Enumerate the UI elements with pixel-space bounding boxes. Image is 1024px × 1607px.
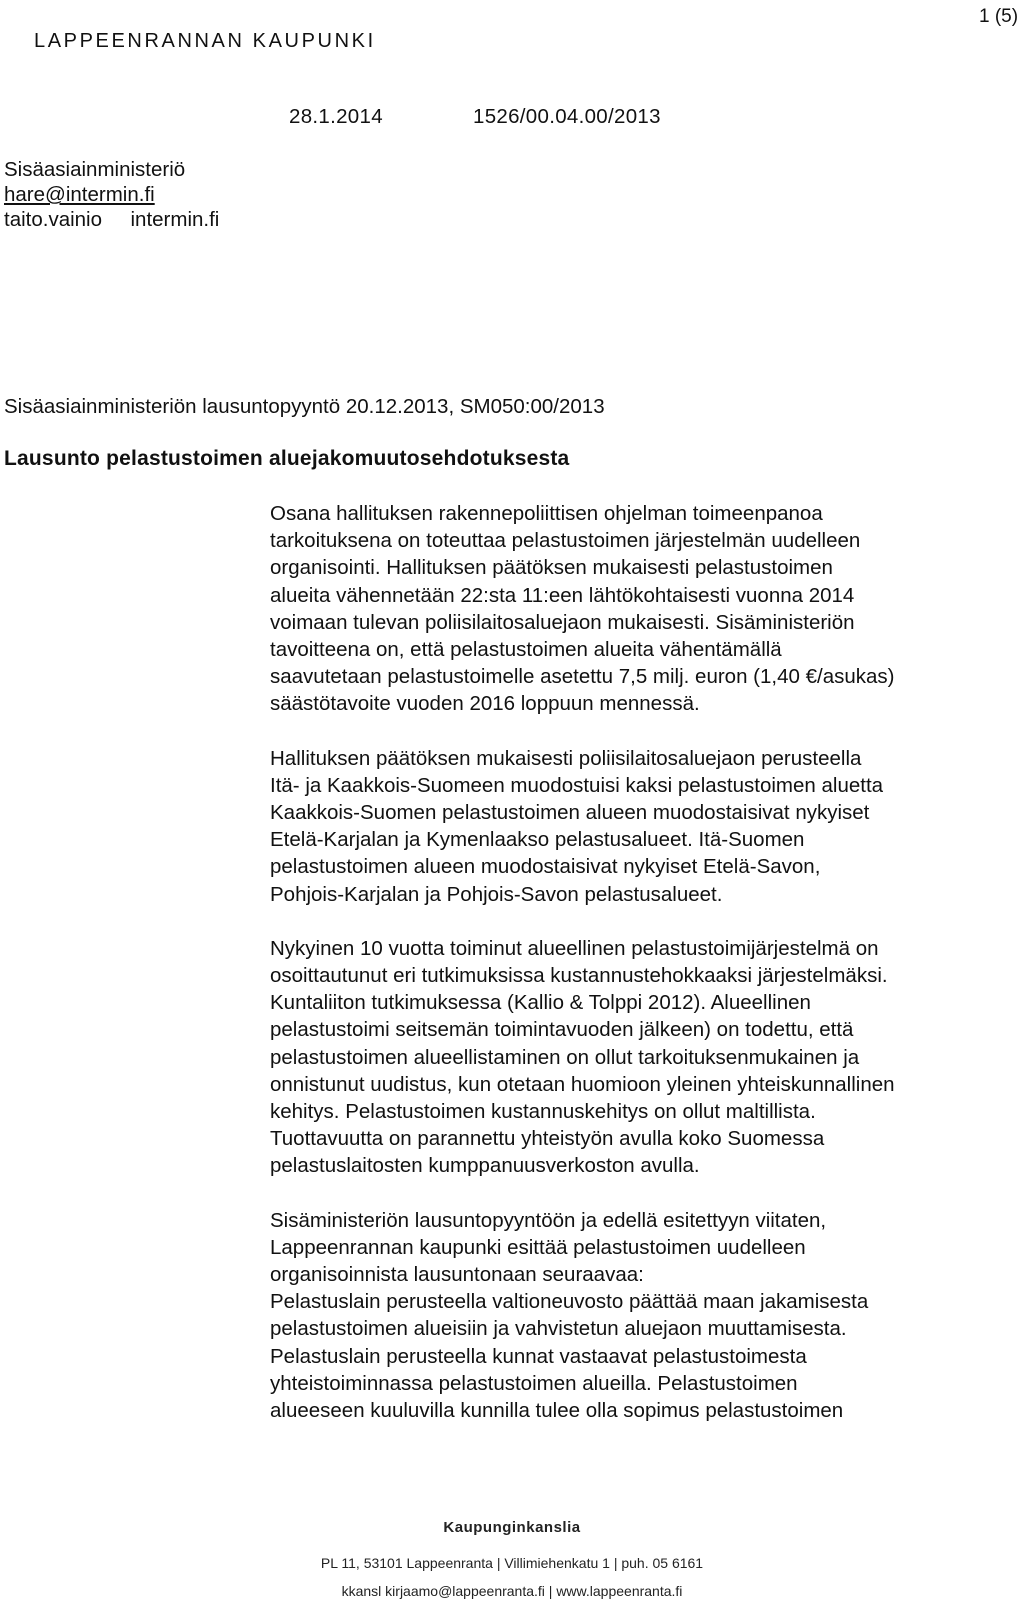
text-line: Pohjois-Karjalan ja Pohjois-Savon pelastusalueet. <box>270 882 723 906</box>
text-line: pelastustoimen alueen muodostaisivat nykyiset Etelä-Savon, <box>270 855 821 879</box>
text-line: voimaan tulevan poliisilaitosaluejaon mukaisesti. Sisäministeriön <box>270 610 855 634</box>
text-line: Lappeenrannan kaupunki esittää pelastustoimen uudelleen <box>270 1235 806 1259</box>
text-line: säästötavoite vuoden 2016 loppuun mennessä. <box>270 692 700 716</box>
text-line: organisointi. Hallituksen päätöksen mukaisesti pelastustoimen <box>270 556 833 580</box>
text-line: tarkoituksena on toteuttaa pelastustoimen järjestelmän uudelleen <box>270 529 861 553</box>
text-line: alueita vähennetään 22:sta 11:een lähtökohtaisesti vuonna 2014 <box>270 583 855 607</box>
text-line: organisoinnista lausuntonaan seuraavaa: <box>270 1263 644 1287</box>
text-line: tavoitteena on, että pelastustoimen alueita vähentämällä <box>270 638 782 662</box>
text-line: pelastustoimi seitsemän toimintavuoden jälkeen) on todettu, että <box>270 1018 854 1042</box>
text-line: Kuntaliiton tutkimuksessa (Kallio & Tolppi 2012). Alueellinen <box>270 991 811 1015</box>
document-heading: Lausunto pelastustoimen aluejakomuutosehdotuksesta <box>4 447 570 470</box>
body-paragraph-2 <box>270 745 1024 908</box>
text-line: Tuottavuutta on parannettu yhteistyön avulla koko Suomessa <box>270 1127 825 1151</box>
body-paragraph-3 <box>270 935 1024 1180</box>
text-line: onnistunut uudistus, kun otetaan huomioon yleinen yhteiskunnallinen <box>270 1072 895 1096</box>
recipient-name: Sisäasiainministeriö <box>4 158 186 181</box>
footer-address: PL 11, 53101 Lappeenranta | Villimiehenkatu 1 | puh. 05 6161 <box>320 1555 704 1571</box>
recipient-contact: taito.vainio intermin.fi <box>4 208 220 231</box>
body-paragraph-1 <box>270 500 1024 718</box>
text-line: yhteistoiminnassa pelastustoimen alueilla. Pelastustoimen <box>270 1371 798 1395</box>
text-line: Sisäministeriön lausuntopyyntöön ja edellä esitettyyn viitaten, <box>270 1208 827 1232</box>
text-line: Itä- ja Kaakkois-Suomeen muodostuisi kaksi pelastustoimen aluetta <box>270 773 884 797</box>
organization-name: LAPPEENRANNAN KAUPUNKI <box>34 30 376 52</box>
footer-department: Kaupunginkanslia <box>443 1519 581 1536</box>
document-date: 28.1.2014 <box>289 105 383 128</box>
text-line: pelastustoimen alueisiin ja vahvistetun aluejaon muuttamisesta. <box>270 1317 847 1341</box>
text-line: pelastuslaitosten kumppanuusverkoston avulla. <box>270 1154 700 1178</box>
text-line: Osana hallituksen rakennepoliittisen ohjelman toimeenpanoa <box>270 502 823 525</box>
reference-number: 1526/00.04.00/2013 <box>473 105 661 128</box>
body-paragraph-4 <box>270 1207 1024 1425</box>
text-line: Etelä-Karjalan ja Kymenlaakso pelastusalueet. Itä-Suomen <box>270 828 805 852</box>
text-line: kehitys. Pelastustoimen kustannuskehitys on ollut maltillista. <box>270 1100 816 1124</box>
text-line: Kaakkois-Suomen pelastustoimen alueen muodostaisivat nykyiset <box>270 801 870 825</box>
body-text <box>270 500 1024 1424</box>
recipient-block <box>4 157 219 232</box>
text-line: saavutetaan pelastustoimelle asetettu 7,5 milj. euron (1,40 €/asukas) <box>270 665 895 689</box>
text-line: pelastustoimen alueellistaminen on ollut tarkoituksenmukainen ja <box>270 1045 860 1069</box>
page-number: 1 (5) <box>979 6 1019 27</box>
text-line: Pelastuslain perusteella valtioneuvosto päättää maan jakamisesta <box>270 1290 869 1314</box>
text-line: Hallituksen päätöksen mukaisesti poliisilaitosaluejaon perusteella <box>270 746 862 770</box>
text-line: osoittautunut eri tutkimuksissa kustannustehokkaaksi järjestelmäksi. <box>270 964 888 988</box>
text-line: alueeseen kuuluvilla kunnilla tulee olla sopimus pelastustoimen <box>270 1399 844 1423</box>
footer-contact: kkansl kirjaamo@lappeenranta.fi | www.lappeenranta.fi <box>341 1583 683 1599</box>
recipient-email-link[interactable]: hare@intermin.fi <box>4 183 155 206</box>
subject-line: Sisäasiainministeriön lausuntopyyntö 20.12.2013, SM050:00/2013 <box>4 395 605 418</box>
text-line: Nykyinen 10 vuotta toiminut alueellinen pelastustoimijärjestelmä on <box>270 936 879 960</box>
text-line: Pelastuslain perusteella kunnat vastaavat pelastustoimesta <box>270 1344 807 1368</box>
